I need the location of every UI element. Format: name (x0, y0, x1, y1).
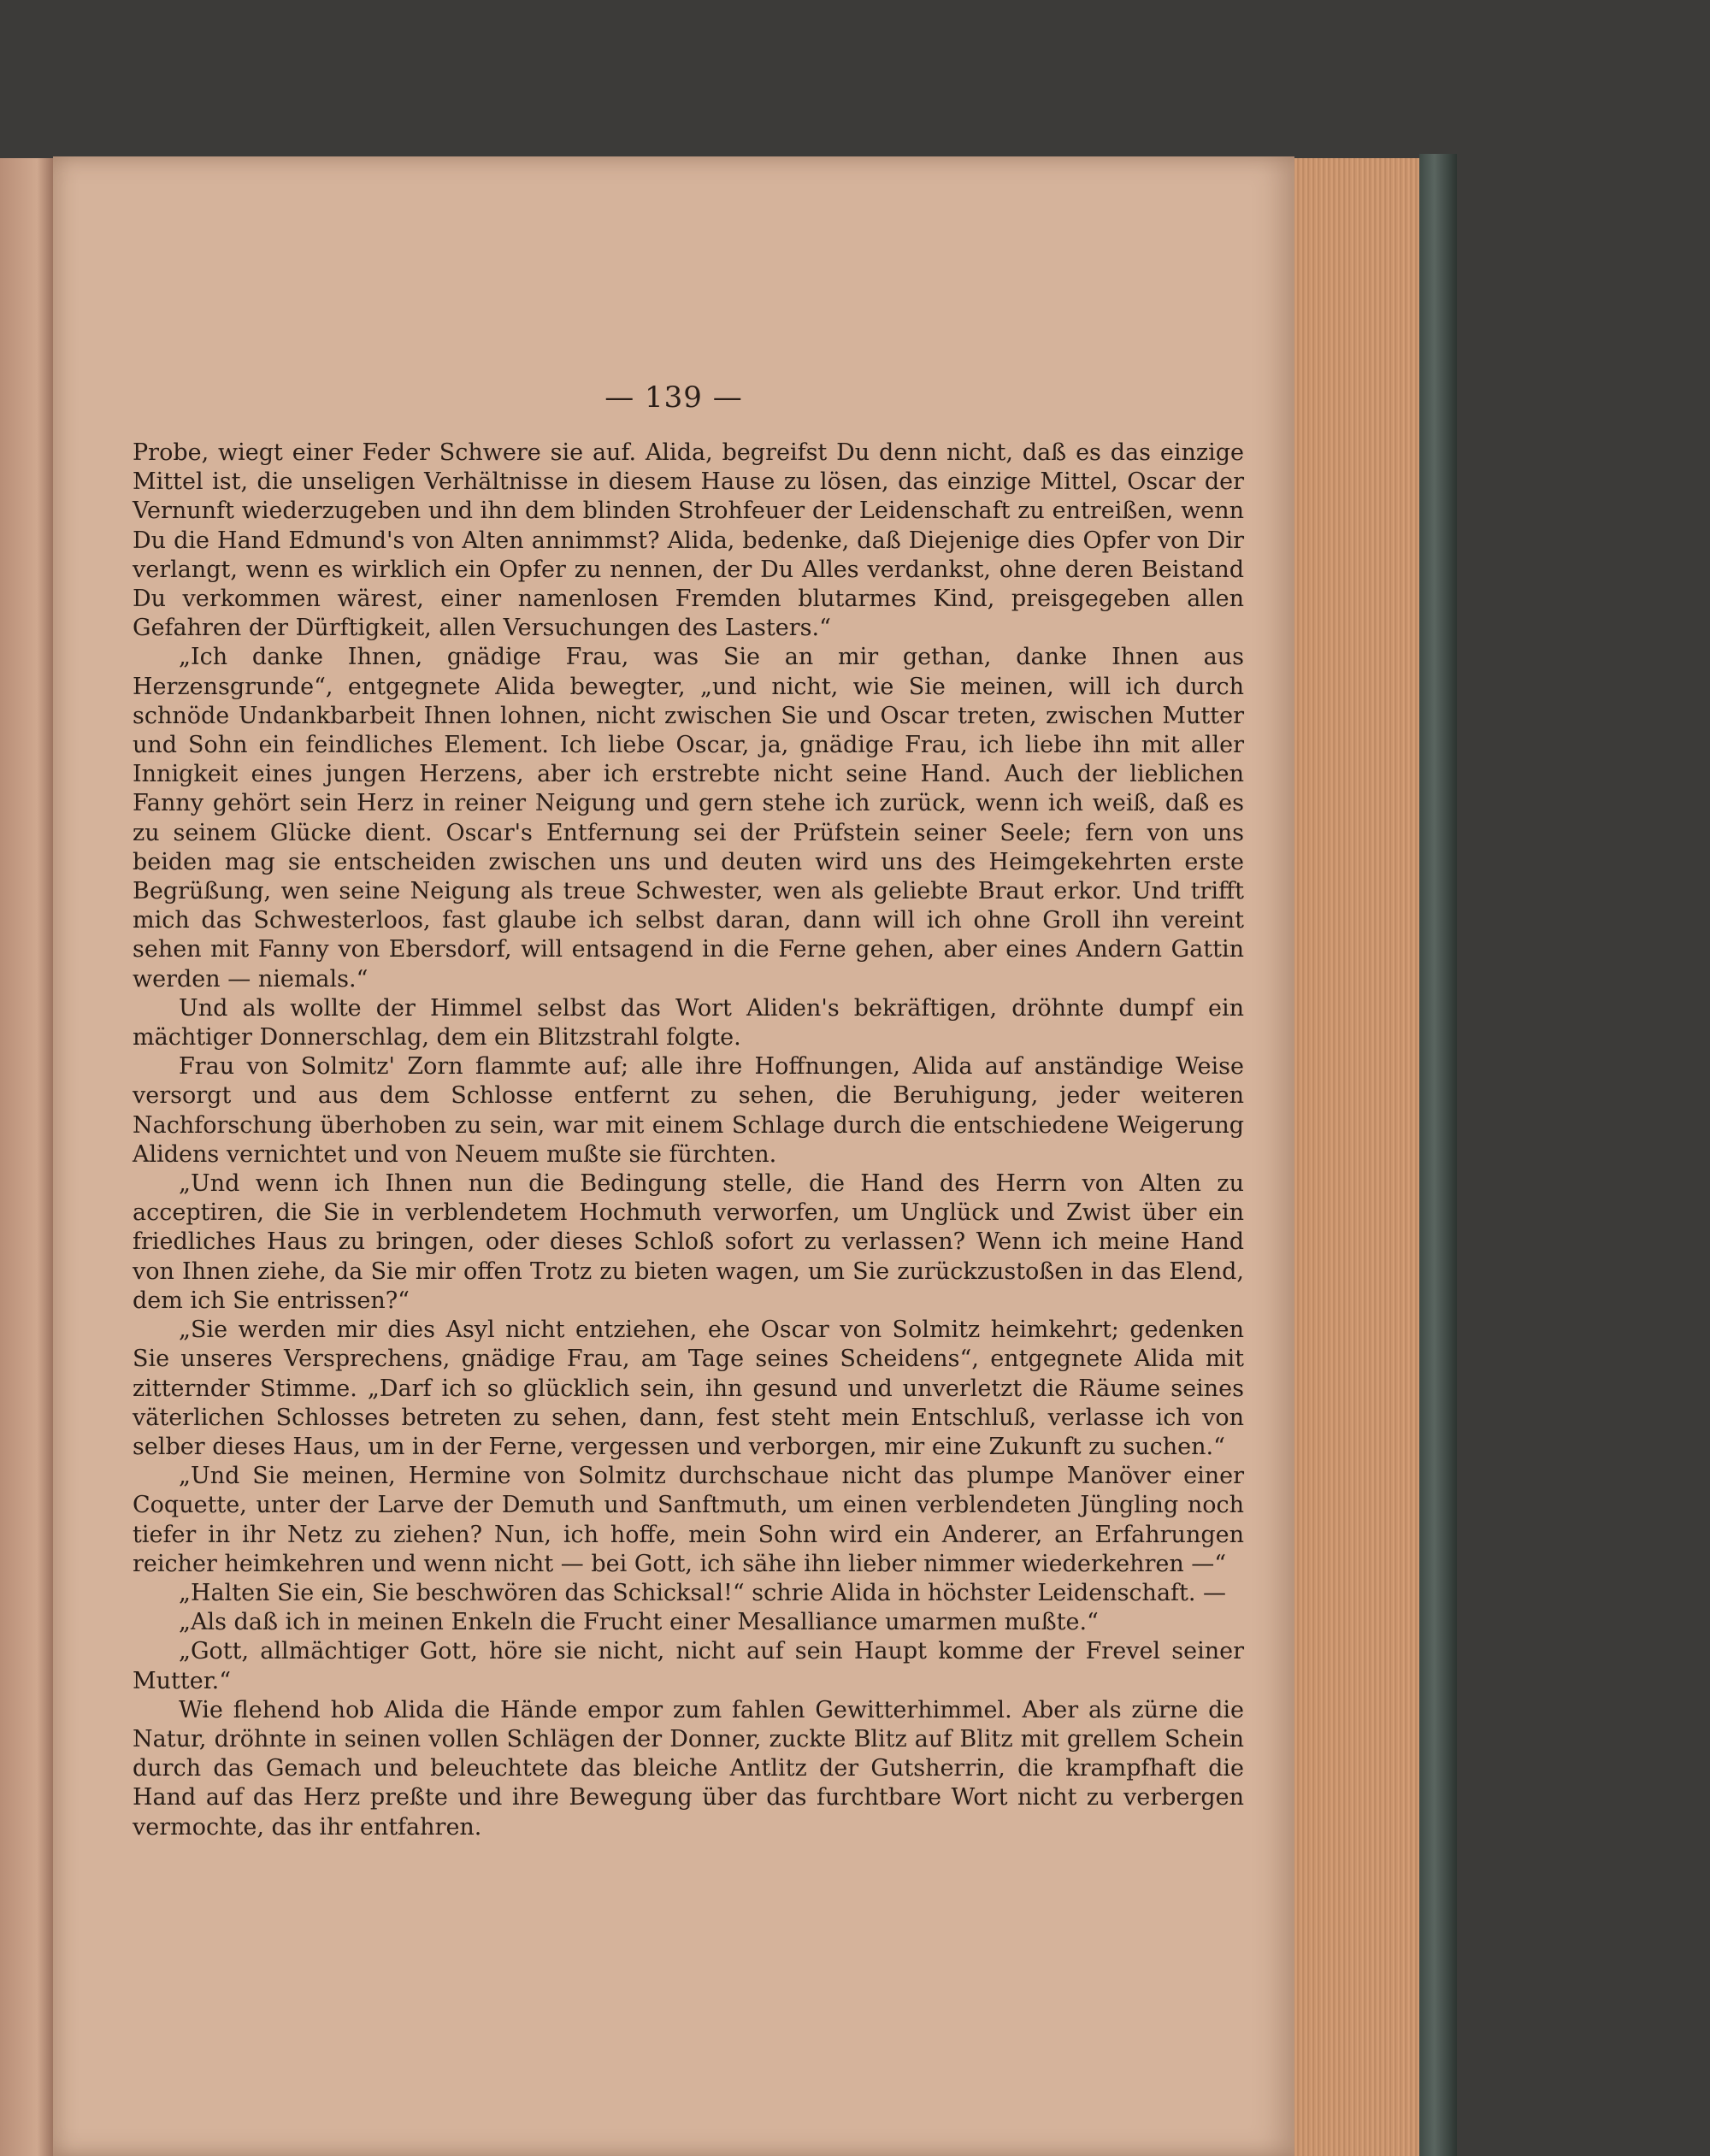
paragraph: Probe, wiegt einer Feder Schwere sie auf. Alida, begreifst Du denn nicht, daß es das einzige Mittel ist, die unseligen Verhältnisse in diesem Hause zu lösen, das einzige Mittel, Oscar der Vernunft wiederzugeben und ihn dem blinden Strohfeuer der Leidenschaft zu entreißen, wenn Du die Hand Edmund's von Alten annimmst? Alida, bedenke, daß Diejenige dies Opfer von Dir verlangt, wenn es wirklich ein Opfer zu nennen, der Du Alles verdankst, ohne deren Beistand Du verkommen wärest, einer namenlosen Fremden blutarmes Kind, preisgegeben allen Gefahren der Dürftigkeit, allen Versuchungen des Lasters.“ (133, 439, 1244, 642)
paragraph: „Ich danke Ihnen, gnädige Frau, was Sie an mir gethan, danke Ihnen aus Herzensgrunde“, entgegnete Alida bewegter, „und nicht, wie Sie meinen, will ich durch schnöde Undankbarbeit Ihnen lohnen, nicht zwischen Sie und Oscar treten, zwischen Mutter und Sohn ein feindliches Element. Ich liebe Oscar, ja, gnädige Frau, ich liebe ihn mit aller Innigkeit eines jungen Herzens, aber ich erstrebte nicht seine Hand. Auch der lieblichen Fanny gehört sein Herz in reiner Neigung und gern stehe ich zurück, wenn ich weiß, daß es zu seinem Glücke dient. Oscar's Entfernung sei der Prüfstein seiner Seele; fern von uns beiden mag sie entscheiden zwischen uns und deuten wird uns des Heimgekehrten erste Begrüßung, wen seine Neigung als treue Schwester, wen als geliebte Braut erkor. Und trifft mich das Schwesterloos, fast glaube ich selbst daran, dann will ich ohne Groll ihn vereint sehen mit Fanny von Ebersdorf, will entsagend in die Ferne gehen, aber eines Andern Gattin werden — niemals.“ (133, 644, 1244, 993)
left-page-edge (0, 158, 53, 2156)
page-number: — 139 — (604, 380, 743, 415)
book-page (53, 156, 1294, 2156)
paragraph: Und als wollte der Himmel selbst das Wort Aliden's bekräftigen, dröhnte dumpf ein mächtiger Donnerschlag, dem ein Blitzstrahl folgte. (133, 994, 1244, 1051)
paragraph: „Halten Sie ein, Sie beschwören das Schicksal!“ schrie Alida in höchster Leidenschaft. — (179, 1579, 1227, 1606)
paragraph: Wie flehend hob Alida die Hände empor zum fahlen Gewitterhimmel. Aber als zürne die Natur, dröhnte in seinen vollen Schlägen der Donner, zuckte Blitz auf Blitz mit grellem Schein durch das Gemach und beleuchtete das bleiche Antlitz der Gutsherrin, die krampfhaft die Hand auf das Herz preßte und ihre Bewegung über das furchtbare Wort nicht zu verbergen vermochte, das ihr entfahren. (133, 1696, 1244, 1841)
paragraph: Frau von Solmitz' Zorn flammte auf; alle ihre Hoffnungen, Alida auf anständige Weise versorgt und aus dem Schlosse entfernt zu sehen, die Beruhigung, jeder weiteren Nachforschung überhoben zu sein, war mit einem Schlage durch die entschiedene Weigerung Alidens vernichtet und von Neuem mußte sie fürchten. (133, 1053, 1244, 1168)
paragraph: „Sie werden mir dies Asyl nicht entziehen, ehe Oscar von Solmitz heimkehrt; gedenken Sie unseres Versprechens, gnädige Frau, am Tage seines Scheidens“, entgegnete Alida mit zitternder Stimme. „Darf ich so glücklich sein, ihn gesund und unverletzt die Räume seines väterlichen Schlosses betreten zu sehen, dann, fest steht mein Entschluß, verlasse ich von selber dieses Haus, um in der Ferne, vergessen und verborgen, mir eine Zukunft zu suchen.“ (133, 1317, 1244, 1460)
book-cover (1419, 154, 1457, 2156)
paragraph: „Gott, allmächtiger Gott, höre sie nicht, nicht auf sein Haupt komme der Frevel seiner Mutter.“ (133, 1638, 1244, 1694)
text-block (133, 439, 1244, 1842)
paragraph: „Und wenn ich Ihnen nun die Bedingung stelle, die Hand des Herrn von Alten zu acceptiren, die Sie in verblendetem Hochmuth verworfen, um Unglück und Zwist über ein friedliches Haus zu bringen, oder dieses Schloß sofort zu verlassen? Wenn ich meine Hand von Ihnen ziehe, da Sie mir offen Trotz zu bieten wagen, um Sie zurückzustoßen in das Elend, dem ich Sie entrissen?“ (133, 1170, 1244, 1314)
paragraph: „Als daß ich in meinen Enkeln die Frucht einer Mesalliance umarmen mußte.“ (179, 1609, 1099, 1636)
paragraph: „Und Sie meinen, Hermine von Solmitz durchschaue nicht das plumpe Manöver einer Coquette, unter der Larve der Demuth und Sanftmuth, um einen verblendeten Jüngling noch tiefer in ihr Netz zu ziehen? Nun, ich hoffe, mein Sohn wird ein Anderer, an Erfahrungen reicher heimkehren und wenn nicht — bei Gott, ich sähe ihn lieber nimmer wiederkehren —“ (133, 1463, 1244, 1577)
page-stack-edge (1294, 158, 1423, 2156)
